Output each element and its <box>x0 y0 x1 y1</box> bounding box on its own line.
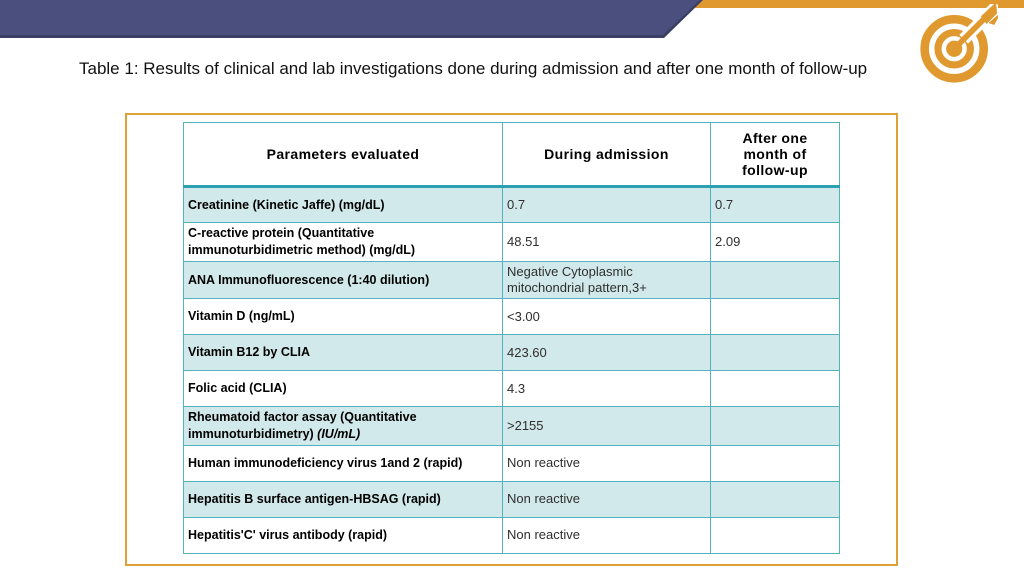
during-admission-cell: Non reactive <box>503 482 711 518</box>
during-admission-cell: Non reactive <box>503 518 711 554</box>
parameter-cell: Folic acid (CLIA) <box>184 371 503 407</box>
parameter-cell: ANA Immunofluorescence (1:40 dilution) <box>184 261 503 299</box>
table-row <box>184 482 840 518</box>
during-admission-cell: >2155 <box>503 407 711 446</box>
parameter-cell: Creatinine (Kinetic Jaffe) (mg/dL) <box>184 187 503 223</box>
target-arrow-icon <box>918 4 998 84</box>
after-one-month-cell <box>711 482 840 518</box>
after-one-month-cell <box>711 407 840 446</box>
after-one-month-cell <box>711 335 840 371</box>
results-table <box>183 122 840 554</box>
parameter-cell: Rheumatoid factor assay (Quantitative immunoturbidimetry) (IU/mL) <box>184 407 503 446</box>
after-one-month-cell <box>711 261 840 299</box>
parameter-cell: Hepatitis'C' virus antibody (rapid) <box>184 518 503 554</box>
parameter-cell: Hepatitis B surface antigen-HBSAG (rapid) <box>184 482 503 518</box>
during-admission-cell: 4.3 <box>503 371 711 407</box>
during-admission-cell: 0.7 <box>503 187 711 223</box>
header-banner <box>0 0 710 35</box>
table-row <box>184 187 840 223</box>
table-row <box>184 371 840 407</box>
table-row <box>184 223 840 262</box>
col-header-after-one-month: After one month of follow-up <box>711 123 840 187</box>
parameter-cell: C-reactive protein (Quantitative immunoturbidimetric method) (mg/dL) <box>184 223 503 262</box>
after-one-month-cell <box>711 371 840 407</box>
after-one-month-cell <box>711 446 840 482</box>
col-header-parameters: Parameters evaluated <box>184 123 503 187</box>
parameter-cell: Human immunodeficiency virus 1and 2 (rapid) <box>184 446 503 482</box>
during-admission-cell: <3.00 <box>503 299 711 335</box>
table-row <box>184 407 840 446</box>
table-row <box>184 299 840 335</box>
col-header-during-admission: During admission <box>503 123 711 187</box>
header-row <box>184 123 840 187</box>
during-admission-cell: Non reactive <box>503 446 711 482</box>
parameter-cell: Vitamin D (ng/mL) <box>184 299 503 335</box>
during-admission-cell: Negative Cytoplasmic mitochondrial pattern,3+ <box>503 261 711 299</box>
parameter-cell: Vitamin B12 by CLIA <box>184 335 503 371</box>
table-row <box>184 335 840 371</box>
after-one-month-cell <box>711 518 840 554</box>
table-row <box>184 518 840 554</box>
during-admission-cell: 423.60 <box>503 335 711 371</box>
results-table-body <box>184 187 840 554</box>
table-row <box>184 446 840 482</box>
after-one-month-cell: 2.09 <box>711 223 840 262</box>
slide-title: Table 1: Results of clinical and lab investigations done during admission and after one month of follow-up <box>79 59 868 78</box>
after-one-month-cell: 0.7 <box>711 187 840 223</box>
after-one-month-cell <box>711 299 840 335</box>
table-row <box>184 261 840 299</box>
during-admission-cell: 48.51 <box>503 223 711 262</box>
